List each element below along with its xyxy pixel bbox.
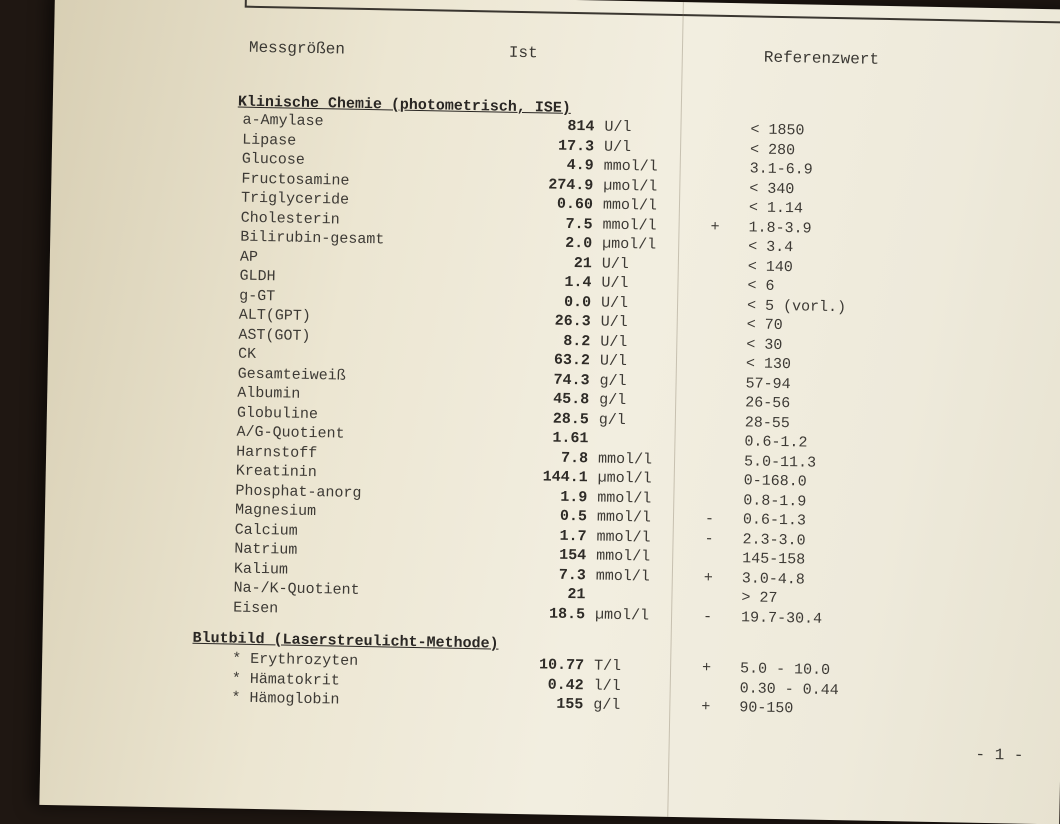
- test-name: Na-/K-Quotient: [233, 579, 360, 599]
- test-name: AP: [239, 248, 259, 266]
- test-reference: 0.30 - 0.44: [739, 679, 839, 699]
- test-name: CK: [237, 345, 257, 363]
- test-name: Globuline: [236, 404, 319, 423]
- test-reference: < 280: [749, 140, 796, 159]
- test-name: Albumin: [237, 384, 301, 403]
- test-value: 144.1: [542, 468, 588, 487]
- test-name: Gesamteiweiß: [237, 365, 346, 385]
- test-name: Lipase: [241, 131, 297, 150]
- test-unit: mmol/l: [597, 450, 653, 469]
- test-value: 0.5: [559, 507, 588, 526]
- test-flag: +: [703, 569, 714, 587]
- test-reference: 19.7-30.4: [740, 608, 823, 628]
- test-reference: 0.6-1.2: [744, 433, 808, 452]
- test-value: 17.3: [557, 137, 595, 155]
- test-reference: < 1850: [750, 121, 805, 140]
- test-value: 814: [567, 117, 595, 136]
- test-value: 7.5: [565, 215, 593, 233]
- test-reference: < 3.4: [748, 238, 794, 257]
- test-reference: 0.8-1.9: [743, 491, 807, 511]
- section-title-blood-count: Blutbild (Laserstreulicht-Methode): [192, 629, 499, 653]
- test-name: * Hämatokrit: [231, 670, 340, 690]
- test-reference: 0.6-1.3: [742, 511, 807, 530]
- test-unit: µmol/l: [602, 235, 657, 254]
- test-flag: -: [704, 510, 715, 528]
- test-name: * Erythrozyten: [232, 650, 359, 670]
- test-unit: mmol/l: [602, 196, 658, 215]
- test-unit: U/l: [601, 255, 630, 273]
- test-value: 26.3: [554, 312, 591, 331]
- test-value: 10.77: [538, 656, 585, 675]
- test-unit: µmol/l: [597, 469, 652, 488]
- test-value: 74.3: [553, 371, 590, 389]
- test-reference: < 6: [747, 277, 775, 295]
- test-reference: < 140: [747, 257, 793, 276]
- test-name: Kreatinin: [235, 462, 317, 482]
- test-name: Fructosamine: [241, 170, 350, 190]
- test-unit: mmol/l: [595, 566, 651, 586]
- test-value: 63.2: [553, 351, 591, 370]
- test-name: ALT(GPT): [238, 306, 311, 325]
- test-value: 45.8: [553, 390, 590, 409]
- test-name: A/G-Quotient: [236, 423, 345, 443]
- test-unit: µmol/l: [594, 605, 650, 625]
- test-value: 28.5: [552, 410, 590, 428]
- test-name: AST(GOT): [238, 326, 311, 345]
- test-value: 21: [567, 585, 586, 604]
- test-name: Natrium: [234, 540, 298, 559]
- test-name: a-Amylase: [242, 111, 324, 131]
- test-unit: g/l: [593, 696, 621, 714]
- test-value: 1.7: [559, 527, 587, 545]
- test-unit: µmol/l: [603, 177, 658, 196]
- test-value: 274.9: [548, 176, 594, 194]
- test-name: Magnesium: [234, 501, 317, 521]
- test-reference: 3.1-6.9: [749, 160, 813, 179]
- test-name: Kalium: [233, 560, 289, 579]
- test-name: Cholesterin: [240, 209, 340, 229]
- test-name: Phosphat-anorg: [235, 482, 362, 502]
- test-value: 1.61: [552, 429, 589, 448]
- test-value: 7.3: [558, 566, 587, 584]
- test-unit: U/l: [599, 352, 628, 371]
- test-unit: mmol/l: [603, 157, 658, 176]
- test-unit: g/l: [599, 391, 627, 410]
- column-header-value: Ist: [508, 43, 538, 63]
- test-value: 0.42: [547, 676, 584, 694]
- test-flag: +: [701, 659, 712, 677]
- test-unit: T/l: [593, 657, 622, 675]
- lab-report-page: [39, 0, 1060, 824]
- test-unit: mmol/l: [596, 547, 651, 566]
- test-name: Triglyceride: [240, 189, 350, 209]
- test-name: Glucose: [241, 150, 305, 169]
- test-value: 0.0: [563, 293, 592, 311]
- test-name: Eisen: [233, 599, 279, 617]
- test-name: GLDH: [239, 267, 276, 286]
- test-name: Bilirubin-gesamt: [240, 228, 385, 249]
- section-title-clinical-chemistry: Klinische Chemie (photometrisch, ISE): [237, 93, 572, 117]
- test-reference: 5.0 - 10.0: [739, 660, 831, 680]
- test-reference: 3.0-4.8: [741, 569, 805, 589]
- column-header-reference: Referenzwert: [763, 48, 880, 69]
- test-unit: l/l: [593, 676, 621, 695]
- test-value: 8.2: [563, 332, 591, 350]
- test-reference: < 130: [745, 355, 792, 374]
- test-reference: 57-94: [745, 374, 791, 393]
- test-reference: < 70: [746, 316, 783, 335]
- test-reference: < 1.14: [748, 199, 804, 218]
- test-value: 7.8: [560, 449, 589, 467]
- header-box: [245, 0, 1060, 24]
- test-reference: 1.8-3.9: [748, 218, 812, 238]
- test-unit: mmol/l: [602, 216, 657, 235]
- test-unit: U/l: [600, 313, 628, 332]
- test-value: 21: [573, 254, 593, 272]
- test-unit: U/l: [601, 274, 629, 293]
- test-flag: -: [702, 608, 713, 626]
- test-reference: 90-150: [739, 699, 794, 718]
- test-unit: U/l: [603, 138, 632, 156]
- test-reference: 5.0-11.3: [743, 452, 817, 472]
- column-header-name: Messgrößen: [248, 38, 346, 59]
- test-reference: 26-56: [745, 394, 791, 413]
- test-unit: g/l: [599, 372, 627, 390]
- test-reference: > 27: [741, 589, 778, 607]
- test-unit: U/l: [600, 294, 629, 312]
- test-value: 154: [559, 546, 587, 565]
- test-value: 4.9: [566, 156, 594, 175]
- test-value: 1.9: [560, 488, 588, 506]
- test-reference: < 5 (vorl.): [746, 296, 847, 316]
- test-value: 1.4: [564, 273, 592, 292]
- test-flag: +: [701, 698, 711, 716]
- test-flag: -: [704, 530, 714, 548]
- test-reference: < 30: [746, 335, 783, 354]
- test-value: 155: [556, 695, 584, 714]
- test-reference: 0-168.0: [743, 472, 807, 491]
- test-unit: U/l: [600, 333, 628, 351]
- test-unit: g/l: [598, 411, 627, 429]
- test-reference: 145-158: [742, 550, 806, 569]
- test-value: 0.60: [556, 195, 594, 214]
- test-name: Harnstoff: [236, 443, 318, 462]
- test-name: g-GT: [239, 287, 276, 305]
- test-unit: mmol/l: [596, 508, 652, 527]
- test-value: 2.0: [565, 234, 593, 253]
- test-reference: < 340: [749, 179, 795, 198]
- test-value: 18.5: [548, 605, 586, 623]
- test-reference: 28-55: [744, 413, 790, 432]
- test-flag: +: [710, 218, 720, 236]
- test-reference: 2.3-3.0: [742, 530, 806, 550]
- test-name: * Hämoglobin: [231, 689, 340, 709]
- test-unit: mmol/l: [596, 527, 651, 547]
- test-name: Calcium: [234, 521, 298, 540]
- test-unit: U/l: [604, 118, 632, 137]
- test-unit: mmol/l: [597, 489, 652, 508]
- page-number: - 1 -: [975, 745, 1024, 765]
